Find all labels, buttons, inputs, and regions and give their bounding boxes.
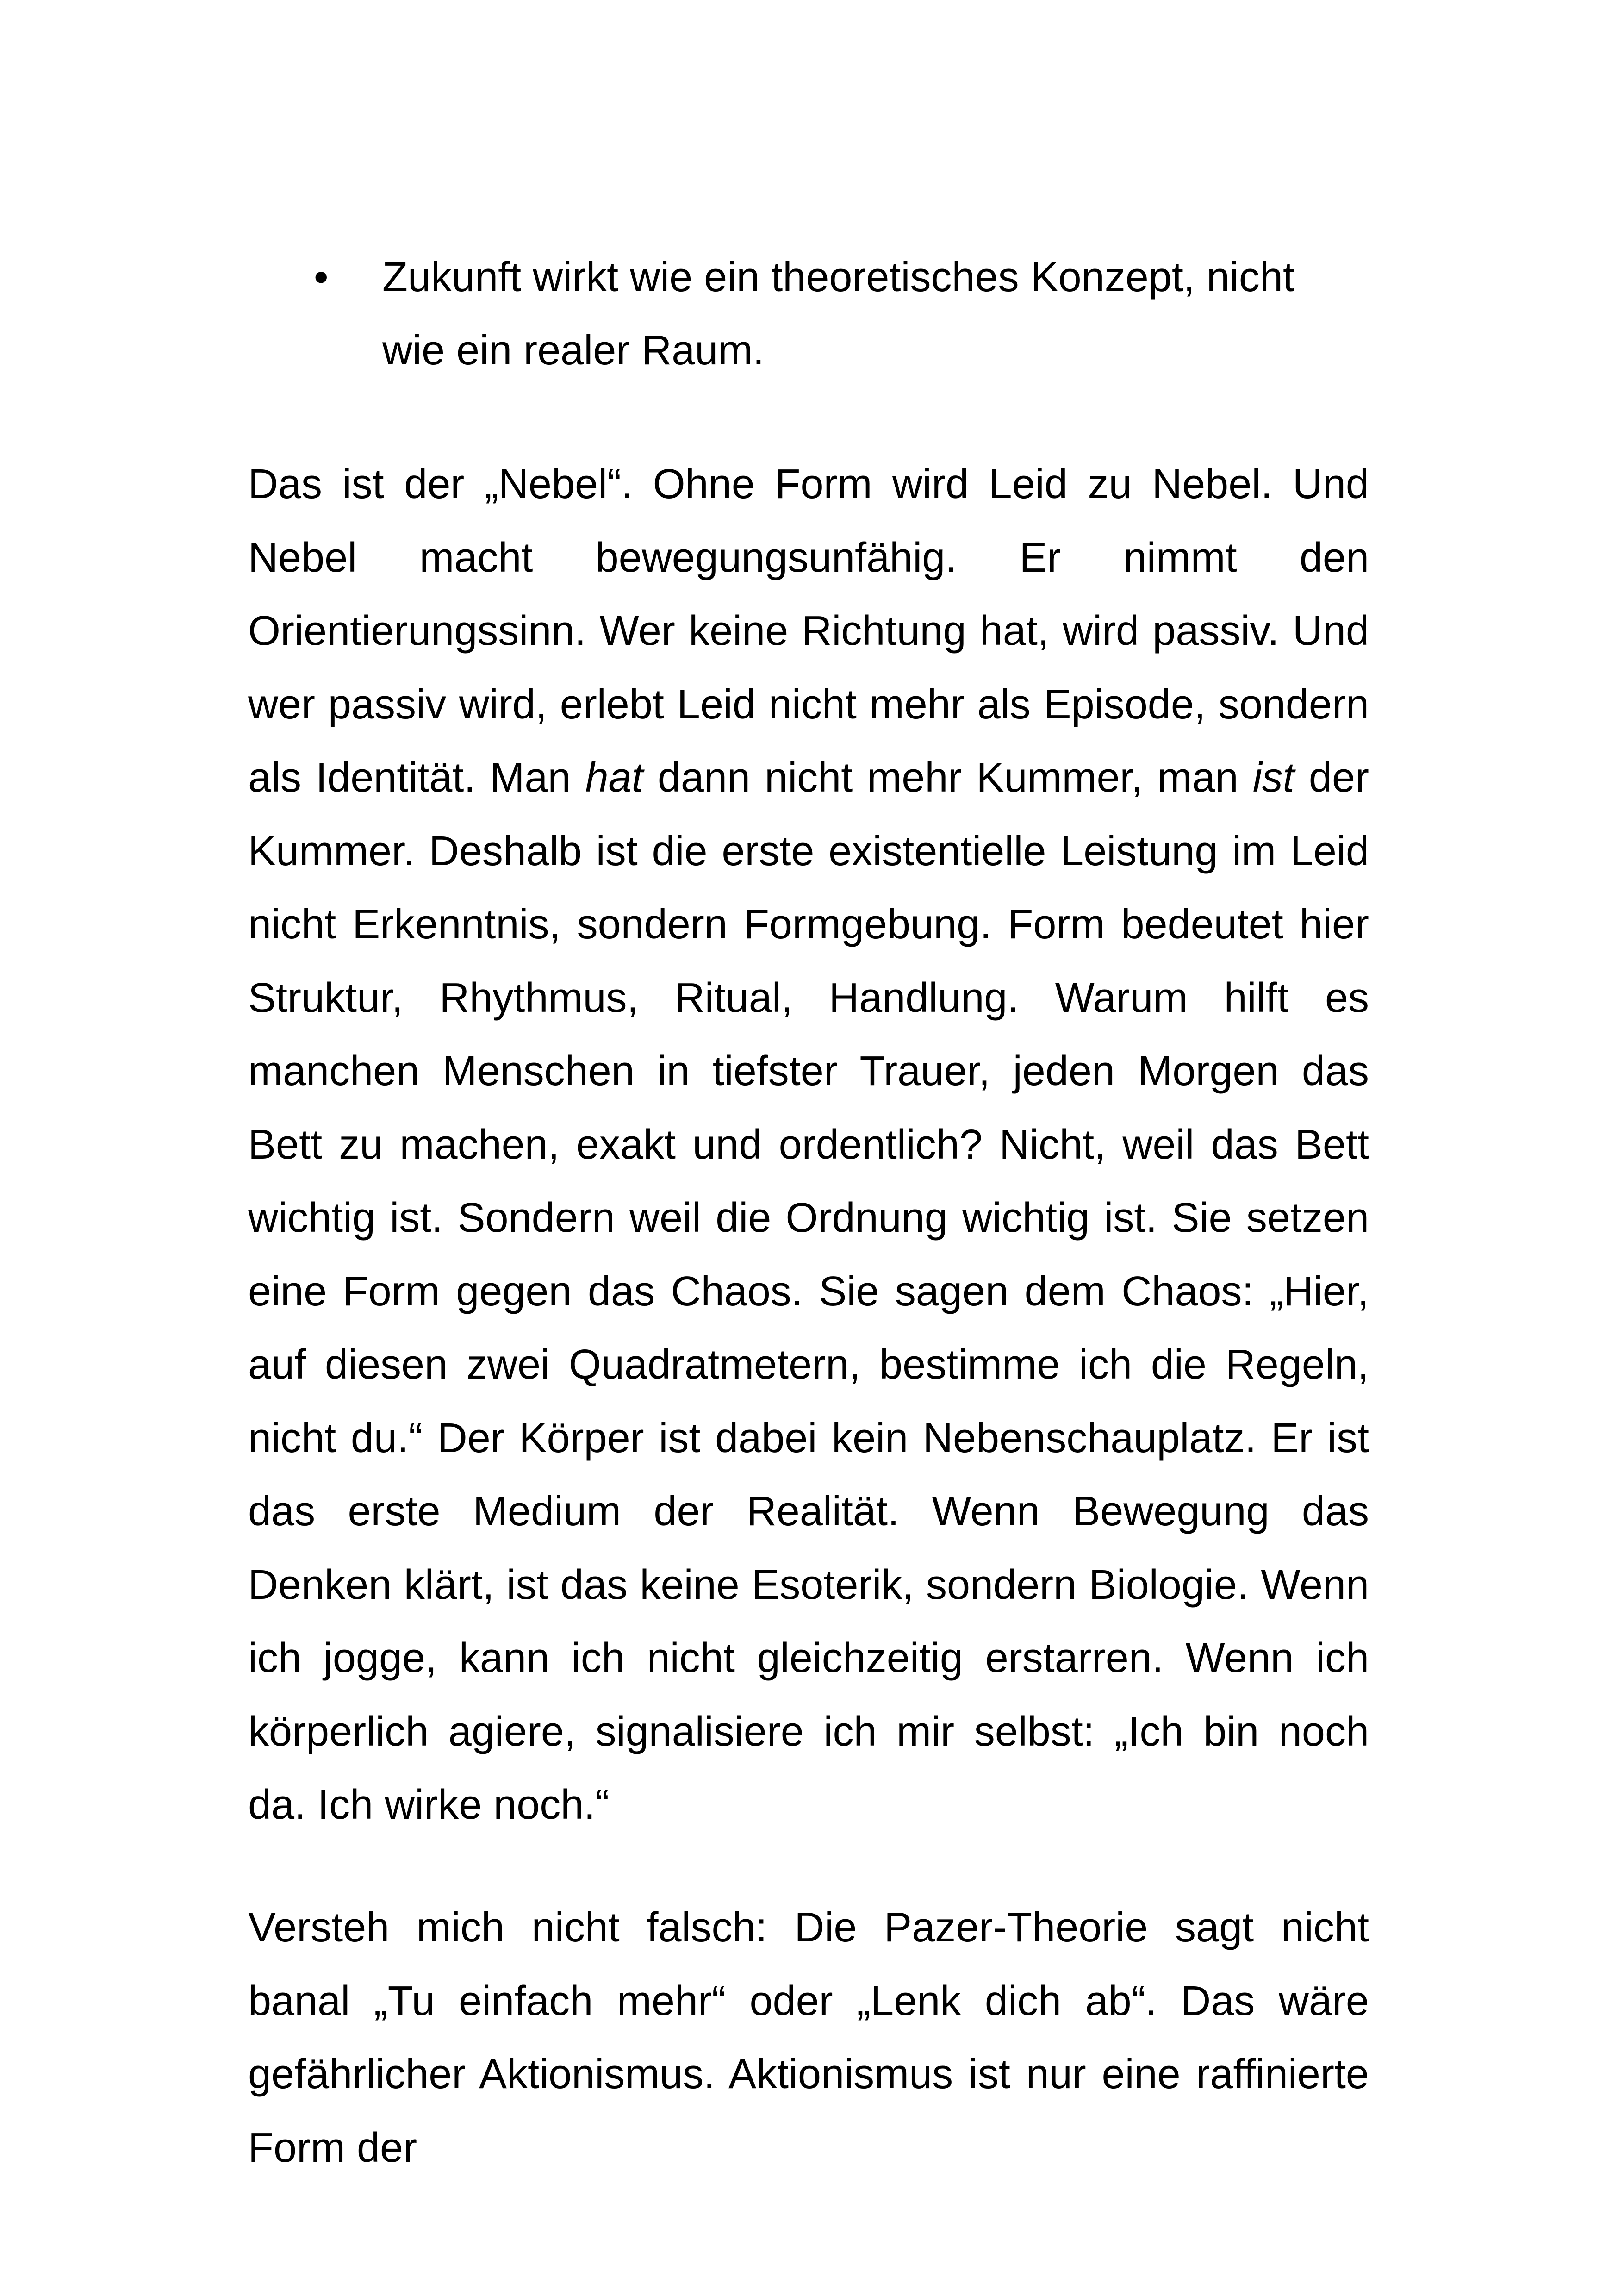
paragraph-text: der Kummer. Deshalb ist die erste existentielle Leistung im Leid nicht Erkenntnis, sondern Formgebung. Form bedeutet hier Struktur, Rhythmus, Ritual, Handlung. Warum hilft es manchen Menschen in tiefster Trauer, jeden Morgen das Bett zu machen, exakt und ordentlich? Nicht, weil das Bett wichtig ist. Sondern weil die Ordnung wichtig ist. Sie setzen eine Form gegen das Chaos. Sie sagen dem Chaos: „Hier, auf diesen zwei Quadratmetern, bestimme ich die Regeln, nicht du.“ Der Körper ist dabei kein Nebenschauplatz. Er ist das erste Medium der Realität. Wenn Bewegung das Denken klärt, ist das keine Esoterik, sondern Biologie. Wenn ich jogge, kann ich nicht gleichzeitig erstarren. Wenn ich körperlich agiere, signalisiere ich mir selbst: „Ich bin noch da. Ich wirke noch.“ (248, 755, 1369, 1828)
emphasis-text: ist (1252, 755, 1294, 801)
bullet-list (314, 241, 1364, 387)
list-item (314, 241, 1364, 387)
paragraph-text: dann nicht mehr Kummer, man (643, 755, 1253, 801)
paragraph-text: Versteh mich nicht falsch: Die Pazer-Theorie sagt nicht banal „Tu einfach mehr“ oder „Lenk dich ab“. Das wäre gefährlicher Aktionismus. Aktionismus ist nur eine raffinierte Form der (248, 1904, 1369, 2171)
emphasis-text: hat (585, 755, 643, 801)
paragraph-text: Das ist der „Nebel“. Ohne Form wird Leid zu Nebel. Und Nebel macht bewegungsunfähig. Er nimmt den Orientierungssinn. Wer keine Richtung hat, wird passiv. Und wer passiv wird, erlebt Leid nicht mehr als Episode, sondern als Identität. Man (248, 461, 1369, 801)
body-paragraph-2 (248, 1891, 1369, 2184)
bullet-text: Zukunft wirkt wie ein theoretisches Konzept, nicht wie ein realer Raum. (382, 254, 1294, 374)
bullet-marker: • (314, 254, 329, 300)
body-paragraph-1 (248, 448, 1369, 1842)
